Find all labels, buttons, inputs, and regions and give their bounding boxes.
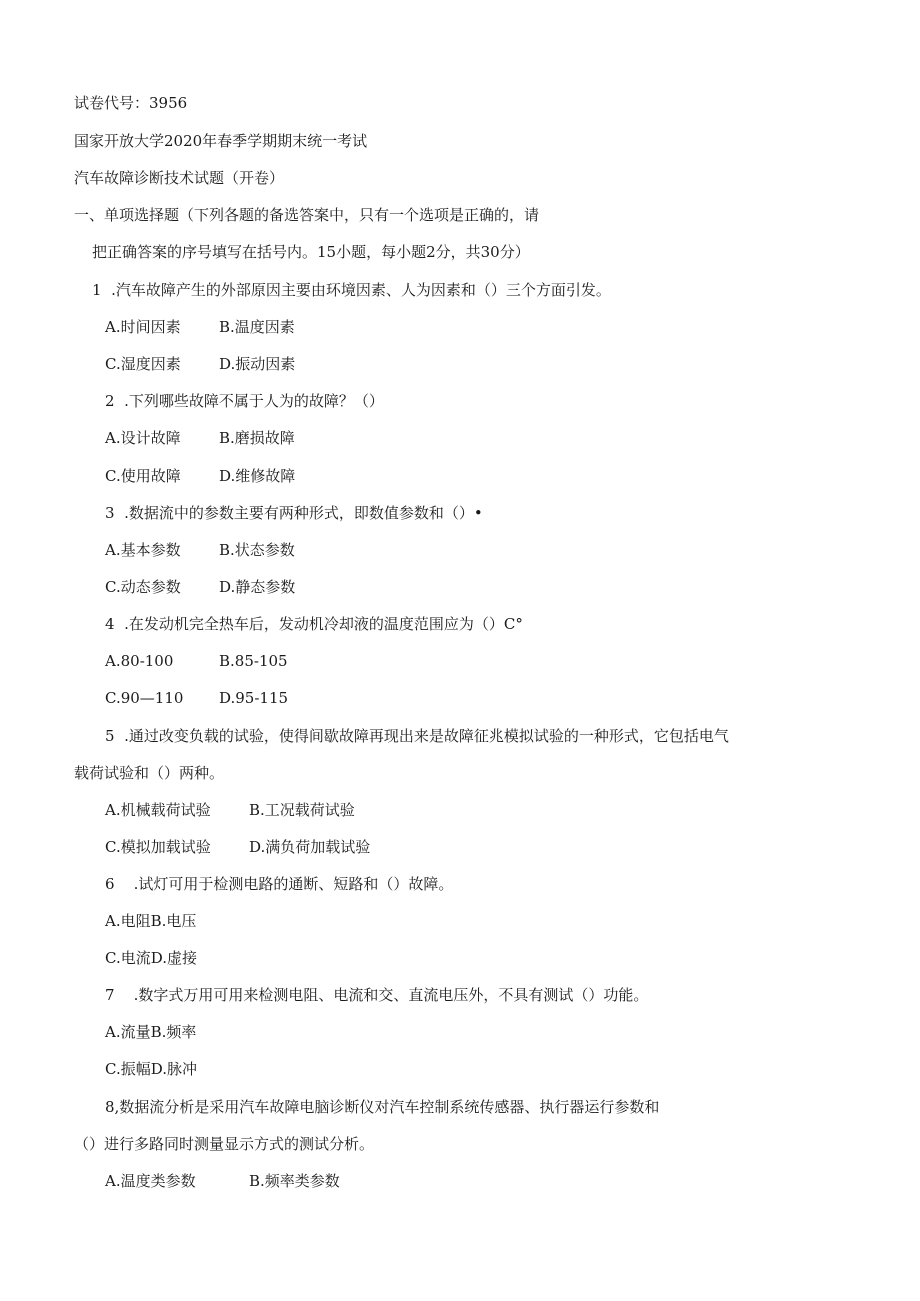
question-4-stem: 4 .在发动机完全热车后，发动机冷却液的温度范围应为（）C°: [105, 615, 523, 633]
question-2-option-c: C.使用故障: [105, 467, 181, 485]
question-1-option-c: C.湿度因素: [105, 355, 181, 373]
question-5-option-d: D.满负荷加载试验: [249, 838, 371, 856]
question-8-option-a: A.温度类参数: [105, 1172, 196, 1190]
question-4-option-b: B.85-105: [219, 652, 288, 670]
question-3-stem: 3 .数据流中的参数主要有两种形式，即数值参数和（）•: [105, 504, 483, 522]
question-6-options-line2: C.电流D.虚接: [105, 949, 197, 967]
question-5-option-c: C.模拟加载试验: [105, 838, 211, 856]
question-1-option-a: A.时间因素: [105, 318, 181, 336]
question-1-option-d: D.振动因素: [219, 355, 296, 373]
question-7-stem: 7 .数字式万用可用来检测电阻、电流和交、直流电压外，不具有测试（）功能。: [105, 986, 649, 1004]
question-1-option-b: B.温度因素: [219, 318, 295, 336]
question-4-option-a: A.80-100: [105, 652, 174, 670]
question-3-option-d: D.静态参数: [219, 578, 296, 596]
question-5-option-b: B.工况载荷试验: [249, 801, 355, 819]
question-5-option-a: A.机械载荷试验: [105, 801, 211, 819]
exam-title: 汽车故障诊断技术试题（开卷）: [74, 169, 285, 187]
exam-university: 国家开放大学2020年春季学期期末统一考试: [74, 132, 368, 150]
question-6-stem: 6 .试灯可用于检测电路的通断、短路和（）故障。: [105, 875, 454, 893]
question-6-options-line1: A.电阻B.电压: [105, 912, 197, 930]
question-3-option-c: C.动态参数: [105, 578, 181, 596]
question-2-option-b: B.磨损故障: [219, 429, 295, 447]
question-2-stem: 2 .下列哪些故障不属于人为的故障？（）: [105, 392, 384, 410]
question-4-option-d: D.95-115: [219, 689, 289, 707]
question-4-option-c: C.90—110: [105, 689, 184, 707]
question-3-option-a: A.基本参数: [105, 541, 181, 559]
question-2-option-d: D.维修故障: [219, 467, 296, 485]
question-8-stem: 8,数据流分析是采用汽车故障电脑诊断仪对汽车控制系统传感器、执行器运行参数和: [105, 1098, 660, 1116]
question-5-stem: 5 .通过改变负载的试验，使得间歇故障再现出来是故障征兆模拟试验的一种形式，它包括电气: [105, 727, 729, 745]
question-8-stem-cont: （）进行多路同时测量显示方式的测试分析。: [74, 1135, 375, 1153]
section-heading-line1: 一、单项选择题（下列各题的备选答案中，只有一个选项是正确的，请: [74, 206, 540, 224]
question-5-stem-cont: 载荷试验和（）两种。: [74, 764, 225, 782]
question-7-options-line1: A.流量B.频率: [105, 1023, 197, 1041]
exam-code: 试卷代号：3956: [74, 94, 188, 112]
section-heading-line2: 把正确答案的序号填写在括号内。15小题，每小题2分，共30分）: [92, 243, 530, 261]
question-3-option-b: B.状态参数: [219, 541, 295, 559]
question-1-stem: 1 .汽车故障产生的外部原因主要由环境因素、人为因素和（）三个方面引发。: [92, 281, 611, 299]
question-2-option-a: A.设计故障: [105, 429, 181, 447]
question-8-option-b: B.频率类参数: [249, 1172, 340, 1190]
question-7-options-line2: C.振幅D.脉冲: [105, 1060, 197, 1078]
